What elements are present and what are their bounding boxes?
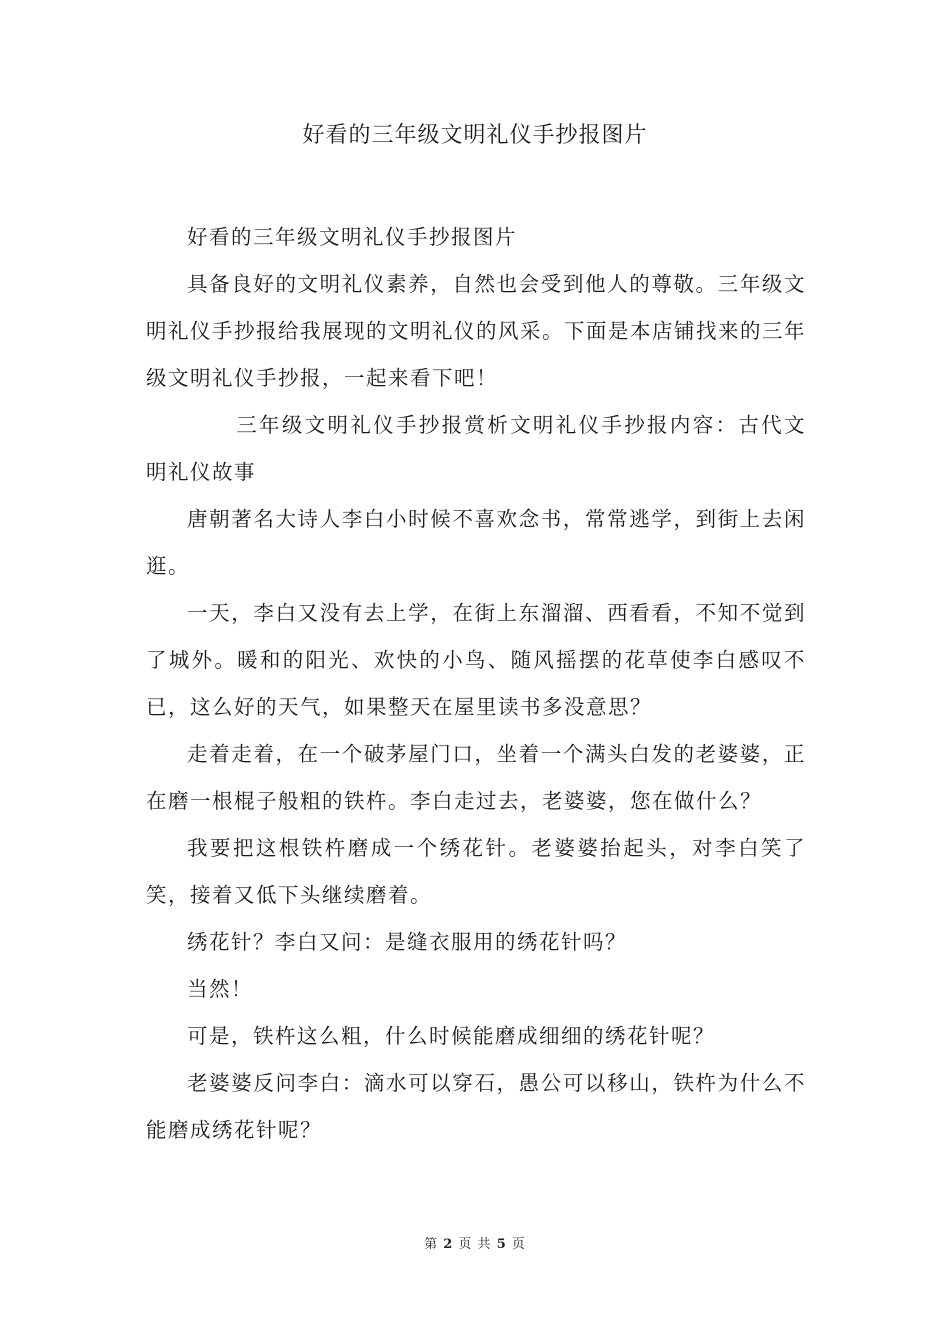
- paragraph: 具备良好的文明礼仪素养，自然也会受到他人的尊敬。三年级文明礼仪手抄报给我展现的文明礼仪的风采。下面是本店铺找来的三年级文明礼仪手抄报，一起来看下吧！: [146, 272, 806, 390]
- paragraph: 走着走着，在一个破茅屋门口，坐着一个满头白发的老婆婆，正在磨一根棍子般粗的铁杵。李白走过去，老婆婆，您在做什么？: [146, 742, 806, 813]
- paragraph: 三年级文明礼仪手抄报赏析文明礼仪手抄报内容：古代文明礼仪故事: [146, 413, 806, 484]
- footer-prefix: 第: [424, 1237, 439, 1252]
- document-title: 好看的三年级文明礼仪手抄报图片: [302, 123, 648, 148]
- footer-page-number: 2: [443, 1237, 454, 1252]
- paragraph: 好看的三年级文明礼仪手抄报图片: [187, 225, 517, 249]
- paragraph: 我要把这根铁杵磨成一个绣花针。老婆婆抬起头，对李白笑了笑，接着又低下头继续磨着。: [146, 836, 806, 907]
- paragraph: 可是，铁杵这么粗，什么时候能磨成细细的绣花针呢？: [187, 1024, 715, 1048]
- document-body: [146, 214, 806, 1154]
- paragraph: 当然！: [187, 977, 253, 1001]
- page-footer: [0, 1233, 950, 1252]
- paragraph: 一天，李白又没有去上学，在街上东溜溜、西看看，不知不觉到了城外。暖和的阳光、欢快的小鸟、随风摇摆的花草使李白感叹不已，这么好的天气，如果整天在屋里读书多没意思？: [146, 601, 806, 719]
- footer-middle: 页 共: [458, 1237, 492, 1252]
- paragraph: 绣花针？李白又问：是缝衣服用的绣花针吗？: [187, 930, 627, 954]
- footer-total-pages: 5: [496, 1237, 507, 1252]
- paragraph: 老婆婆反问李白：滴水可以穿石，愚公可以移山，铁杵为什么不能磨成绣花针呢？: [146, 1071, 806, 1142]
- footer-suffix: 页: [511, 1237, 526, 1252]
- paragraph: 唐朝著名大诗人李白小时候不喜欢念书，常常逃学，到街上去闲逛。: [146, 507, 806, 578]
